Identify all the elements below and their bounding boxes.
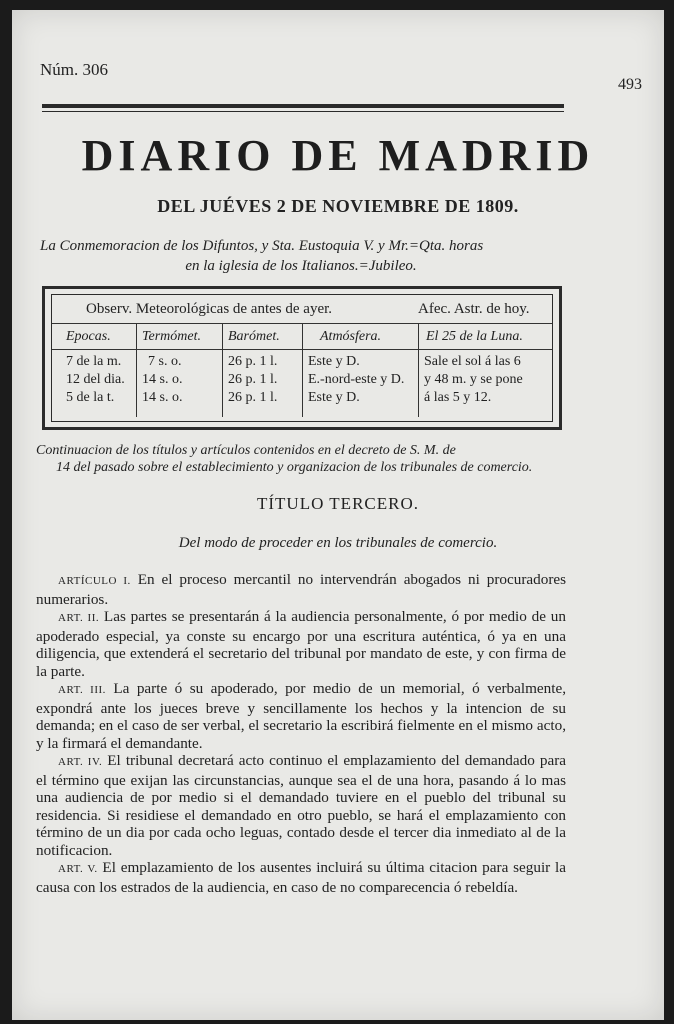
intro-line-1: Continuacion de los títulos y artículos contenidos en el decreto de S. M. de [36,443,456,458]
weather-header-left: Observ. Meteorológicas de antes de ayer. [86,301,333,317]
baro-row-2: 26 p. 1 l. [228,372,278,387]
weather-table [42,286,562,430]
col-barometro: Barómet. [228,329,280,344]
article-2-label: ART. II. [58,612,100,624]
col-epocas: Epocas. [66,329,111,344]
luna-line-2: y 48 m. y se pone [424,372,523,387]
term-row-1: 7 s. o. [148,354,182,369]
issue-number: Núm. 306 [40,60,108,79]
section-title: TÍTULO TERCERO. [256,494,419,513]
vline-2 [222,323,223,417]
article-3 [36,680,566,752]
atmos-row-1: Este y D. [308,354,360,369]
saints-line-2: en la iglesia de los Italianos.=Jubileo. [185,258,417,274]
epoca-row-1: 7 de la m. [66,354,122,369]
saints-of-day [40,236,562,276]
baro-row-3: 26 p. 1 l. [228,390,278,405]
term-row-2: 14 s. o. [142,372,183,387]
atmos-row-2: E.-nord-este y D. [308,372,405,387]
article-4 [36,752,566,859]
article-5-text: El emplazamiento de los ausentes incluirá su última citacion para seguir la causa con los estrados de la audiencia, en caso de no comparecencia ó rebeldía. [36,859,566,896]
article-2-text: Las partes se presentarán á la audiencia personalmente, ó por medio de un apoderado especial, ya conste su encargo por una escritura auténtica, ó ya en una diligencia, que extenderá el secretario del tribunal por mandato de este, y con firma de la parte. [36,608,566,680]
article-2 [36,608,566,680]
section-subtitle: Del modo de proceder en los tribunales de comercio. [178,535,498,551]
luna-line-1: Sale el sol á las 6 [424,354,521,369]
article-1-text: En el proceso mercantil no intervendrán abogados ni procuradores numerarios. [36,571,567,608]
col-atmosfera: Atmósfera. [320,329,382,344]
term-row-3: 14 s. o. [142,390,183,405]
vline-3 [302,323,303,417]
atmos-row-3: Este y D. [308,390,360,405]
top-rule-thin [42,111,564,112]
epoca-row-2: 12 del dia. [66,372,125,387]
col-termometro: Termómet. [142,329,201,344]
date-line: DEL JUÉVES 2 DE NOVIEMBRE DE 1809. [157,196,519,216]
articles-body [36,571,566,896]
article-5-label: ART. V. [58,863,98,875]
article-3-text: La parte ó su apoderado, por medio de un memorial, ó verbalmente, expondrá ante los jueces breve y sencillamente los hechos y la intencion de su demanda; en el caso de ser verbal, el secretario la escribirá fielmente en el mismo acto, y la firmará el demandante. [36,680,567,752]
article-5 [36,859,566,896]
vline-1 [136,323,137,417]
weather-table-inner [51,294,553,422]
newspaper-page [12,10,664,1020]
masthead-title: DIARIO DE MADRID [81,131,595,180]
vline-4 [418,323,419,417]
luna-line-3: á las 5 y 12. [424,390,492,405]
weather-header-right: Afec. Astr. de hoy. [418,301,530,317]
top-rule [42,104,564,108]
article-3-label: ART. III. [58,684,106,696]
baro-row-1: 26 p. 1 l. [228,354,278,369]
saints-line-1: La Conmemoracion de los Difuntos, y Sta. Eustoquia V. y Mr.=Qta. horas [40,238,484,254]
article-4-label: ART. IV. [58,756,103,768]
article-1 [36,571,566,608]
col-luna: El 25 de la Luna. [426,329,523,344]
decree-intro [36,442,566,476]
page-number: 493 [618,76,642,93]
article-4-text: El tribunal decretará acto continuo el emplazamiento del demandado para el término que exijan las circunstancias, aunque sea el de una hora, pasando á lo mas una audiencia de por medio si el demandado tuviere en el pueblo del tribunal su residencia. Si residiese el demandado en otro pueblo, se hará el emplazamiento con término de un dia por cada ocho leguas, contado desde el tercer dia inmediato al de la notificacion. [36,752,566,859]
epoca-row-3: 5 de la t. [66,390,115,405]
intro-line-2: 14 del pasado sobre el establecimiento y organizacion de los tribunales de comercio. [56,460,533,475]
article-1-label: ARTÍCULO I. [58,575,131,587]
